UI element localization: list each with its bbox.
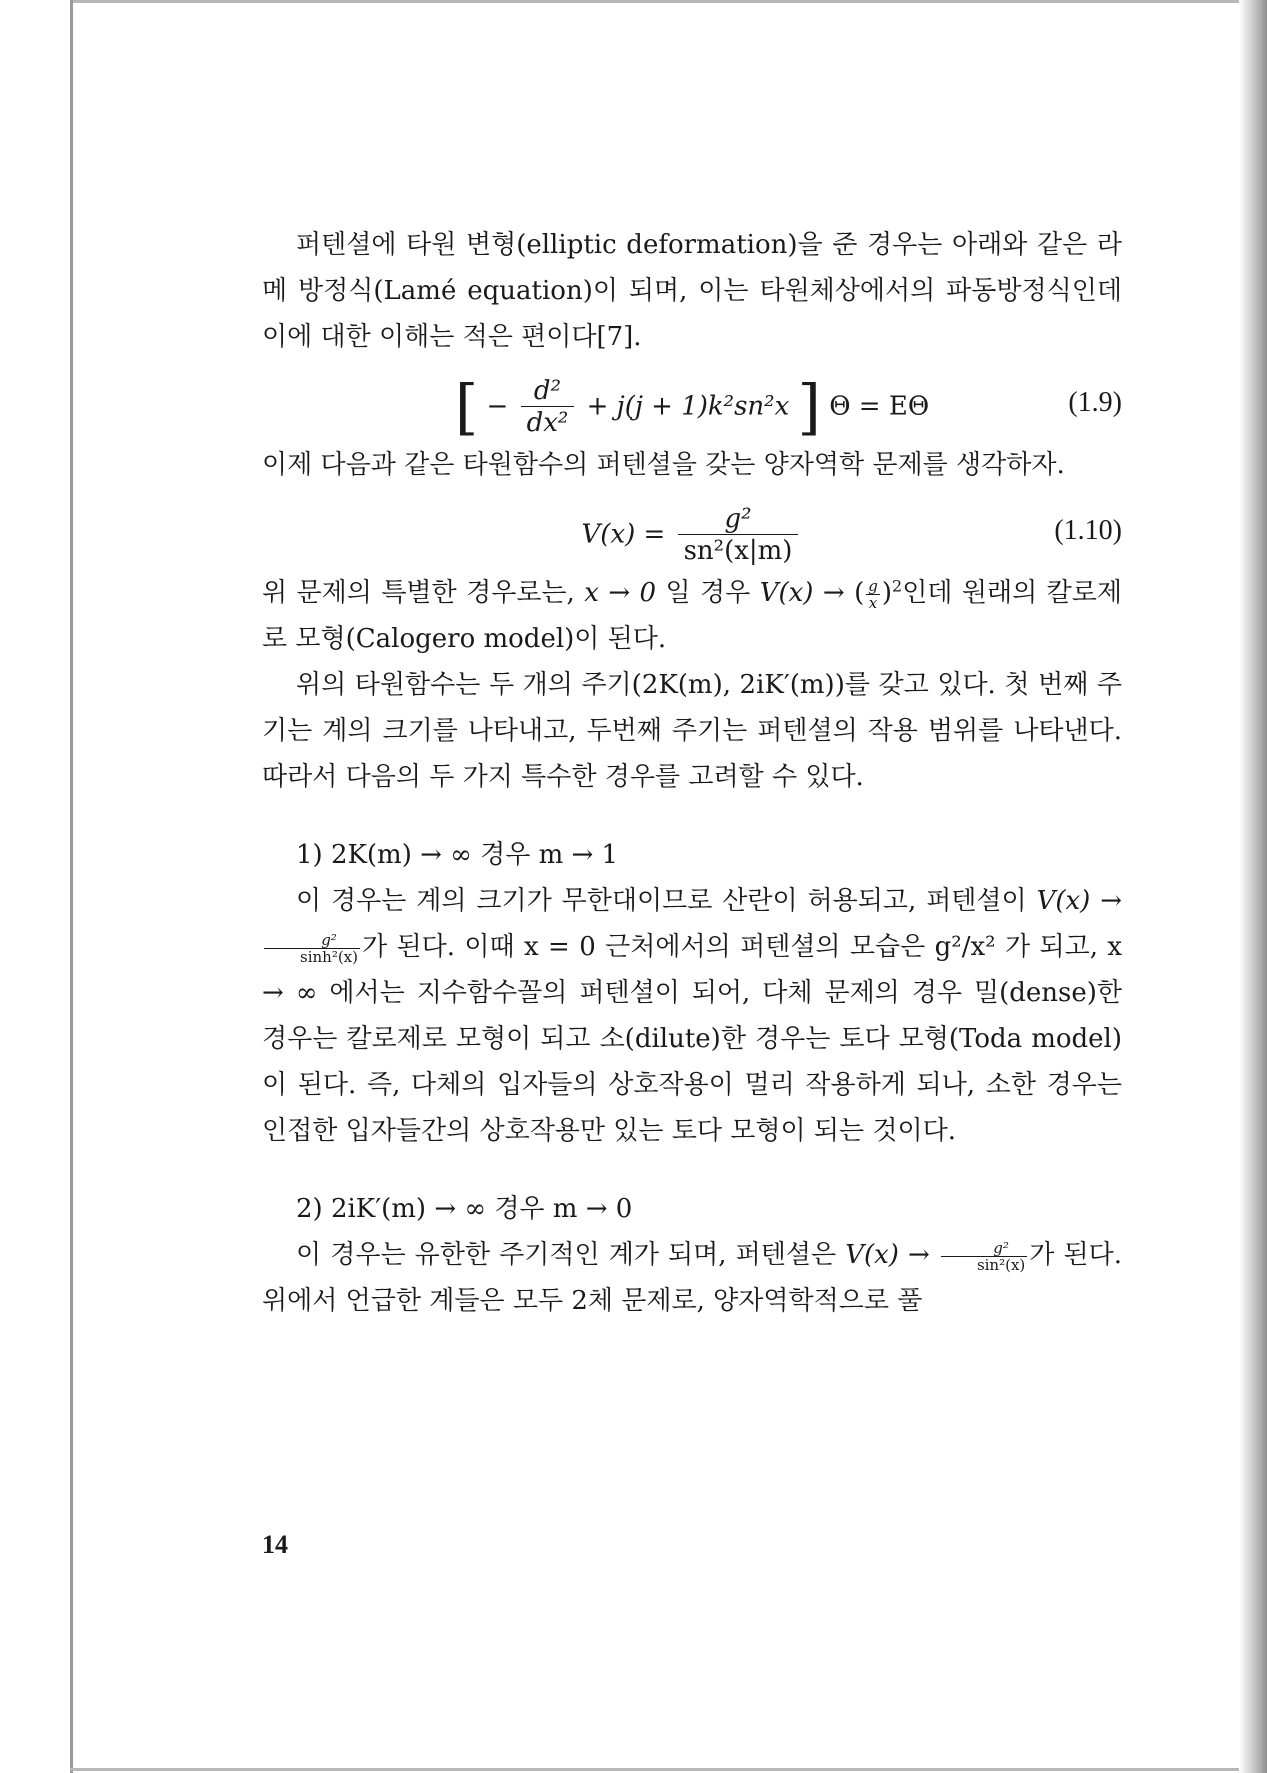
eq1-frac-numerator: d² xyxy=(521,376,575,407)
case-2-section xyxy=(262,1186,1122,1324)
p3-exponent: 2 xyxy=(892,576,903,596)
eq2-lhs: V(x) = xyxy=(581,519,666,550)
page-edge-shadow xyxy=(1239,0,1267,1773)
case-2-limit: V(x) → xyxy=(845,1240,930,1270)
eq2-frac-denominator: sn²(x|m) xyxy=(683,536,793,566)
case-2-text-b: 가 된다. 위에서 언급한 계들은 모두 2체 문제로, 양자역학적으로 풀 xyxy=(262,1240,1122,1316)
p3-frac-num: g xyxy=(868,576,878,595)
p3-mid: 일 경우 xyxy=(656,578,760,608)
eq2-frac-numerator: g² xyxy=(678,504,799,535)
equation-1-10-number: (1.10) xyxy=(1054,515,1122,546)
case-1-text xyxy=(262,878,1122,1154)
equation-1-9 xyxy=(262,366,1122,443)
case-1-section xyxy=(262,832,1122,1154)
case-1-frac-num: g² xyxy=(264,932,360,949)
eq1-fraction xyxy=(521,376,575,439)
eq1-frac-denominator: dx² xyxy=(526,408,569,438)
case-2-text xyxy=(262,1232,1122,1324)
paragraph-intro: 퍼텐셜에 타원 변형(elliptic deformation)을 준 경우는 아래와 같은 라메 방정식(Lamé equation)이 되며, 이는 타원체상에서의 파동방정식인데 이에 대한 이해는 적은 편이다[7]. xyxy=(262,230,1122,352)
p3-frac-den: x xyxy=(868,593,878,612)
paragraph-problem: 이제 다음과 같은 타원함수의 퍼텐셜을 갖는 양자역학 문제를 생각하자. xyxy=(262,450,1065,480)
case-1-text-a: 이 경우는 계의 크기가 무한대이므로 산란이 허용되고, 퍼텐셜이 xyxy=(296,886,1037,916)
p3-condition: x → 0 xyxy=(584,578,657,608)
right-bracket: ] xyxy=(797,372,821,443)
case-2-frac-num: g² xyxy=(941,1240,1027,1257)
p3-inline-fraction xyxy=(866,578,880,611)
eq1-minus: − xyxy=(486,391,509,422)
case-2-frac-den: sin²(x) xyxy=(976,1255,1026,1274)
paragraph-special-case: 위 문제의 특별한 경우로는, x → 0 일 경우 V(x) → ( $\frac{g}{x}$ )$^2$인데 원래의 칼로제로 모형(Calogero model)이 된다. xyxy=(262,576,1122,654)
eq1-rest: + j(j + 1)k²sn²x xyxy=(586,391,790,422)
paragraph-periods: 위의 타원함수는 두 개의 주기(2K(m), 2iK′(m))를 갖고 있다. 첫 번째 주기는 계의 크기를 나타내고, 두번째 주기는 퍼텐셜의 작용 범위를 나타낸다. 따라서 다음의 두 가지 특수한 경우를 고려할 수 있다. xyxy=(262,670,1122,792)
equation-1-10 xyxy=(262,494,1122,564)
equation-1-9-number: (1.9) xyxy=(1068,387,1122,418)
scan-border-left xyxy=(70,0,73,1773)
case-2-text-a: 이 경우는 유한한 주기적인 계가 되며, 퍼텐셜은 xyxy=(296,1240,846,1270)
p3-pre: 위 문제의 특별한 경우로는, xyxy=(262,578,585,608)
case-1-heading: 1) 2K(m) → ∞ 경우 m → 1 xyxy=(296,840,619,870)
left-bracket: [ xyxy=(454,372,479,443)
eq1-rhs: Θ = EΘ xyxy=(829,391,930,422)
equation-1-9-math xyxy=(262,372,1122,443)
page-number: 14 xyxy=(262,1530,288,1559)
eq2-fraction xyxy=(678,504,799,567)
case-2-heading: 2) 2iK′(m) → ∞ 경우 m → 0 xyxy=(296,1194,633,1224)
p3-limit: V(x) → xyxy=(759,578,845,608)
case-1-limit: V(x) → xyxy=(1036,886,1123,916)
case-1-text-b: 가 된다. 이때 x = 0 근처에서의 퍼텐셜의 모습은 g²/x² 가 되고, x → ∞ 에서는 지수함수꼴의 퍼텐셜이 되어, 다체 문제의 경우 밀(dense)한 경우는 칼로제로 모형이 되고 소(dilute)한 경우는 토다 모형(Toda model)이 된다. 즉, 다체의 입자들의 상호작용이 멀리 작용하게 되나, 소한 경우는 인접한 입자들간의 상호작용만 있는 토다 모형이 되는 것이다. xyxy=(262,932,1122,1146)
p3-post: 인데 원래의 칼로제로 모형(Calogero model)이 된다. xyxy=(262,578,1122,654)
case-2-fraction xyxy=(941,1240,1027,1273)
scan-border-bottom xyxy=(70,1768,1250,1771)
scan-border-top xyxy=(70,0,1250,3)
case-1-frac-den: sinh²(x) xyxy=(300,947,358,966)
equation-1-10-math xyxy=(262,504,1122,567)
case-1-fraction xyxy=(264,932,360,965)
page-body xyxy=(262,222,1122,1324)
